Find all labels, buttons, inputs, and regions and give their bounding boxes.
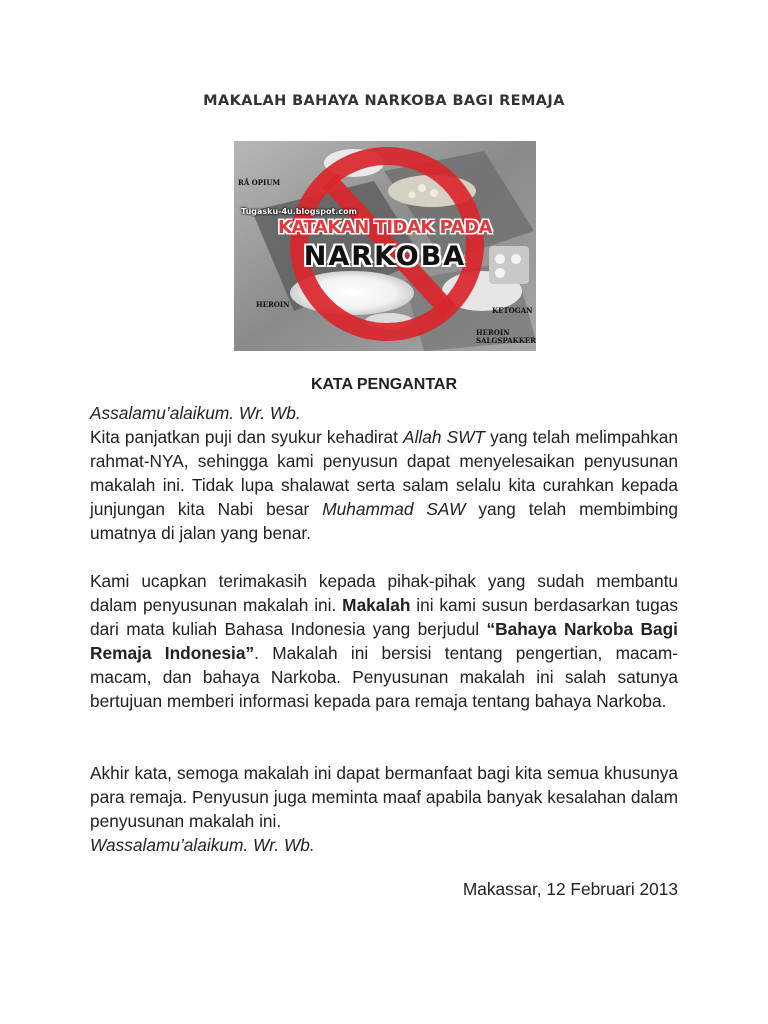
slogan-line2: NARKOBA [303, 241, 467, 272]
p1-allah: Allah SWT [403, 427, 485, 447]
label-heroin-salgspakker: HEROIN SALGSPAKKER [476, 328, 536, 345]
label-ra-opium: RÅ OPIUM [238, 178, 281, 187]
p1-muhammad: Muhammad SAW [322, 499, 466, 519]
p1-text-c: yang telah membimbing umatnya di jalan yang benar. [90, 499, 678, 543]
page-title: MAKALAH BAHAYA NARKOBA BAGI REMAJA [203, 93, 565, 109]
paragraph-2 [90, 569, 678, 713]
p2-text-a: Kami ucapkan terimakasih kepada pihak-pihak yang sudah membantu dalam penyusunan makalah ini. [90, 571, 678, 615]
place-date: Makassar, 12 Februari 2013 [462, 879, 678, 899]
p2-text-c: . Makalah ini bersisi tentang pengertian, macam-macam, dan bahaya Narkoba. Penyusunan makalah ini salah satunya bertujuan memberi informasi kepada para remaja tentang bahaya Narkoba. [90, 643, 678, 711]
paragraph-3: Akhir kata, semoga makalah ini dapat bermanfaat bagi kita semua khusunya para remaja. Penyusun juga meminta maaf apabila banyak kesalahan dalam penyusunan makalah ini. [90, 763, 678, 831]
anti-drug-banner-image [234, 141, 536, 351]
p2-makalah: Makalah [342, 595, 411, 615]
p1-text-b: yang telah melimpahkan rahmat-NYA, sehingga kami penyusun dapat menyelesaikan penyusunan makalah ini. Tidak lupa shalawat serta salam selalu kita curahkan kepada junjungan kita Nabi besar [90, 427, 678, 519]
label-ketogan: KETOGAN [492, 306, 533, 315]
p2-judul: “Bahaya Narkoba Bagi Remaja Indonesia” [90, 619, 678, 663]
section-heading: KATA PENGANTAR [310, 376, 458, 393]
p1-text-a: Kita panjatkan puji dan syukur kehadirat [90, 427, 404, 447]
image-source-watermark: Tugasku-4u.blogspot.com [241, 207, 357, 216]
slogan-line1: KATAKAN TIDAK PADA [278, 217, 492, 238]
label-heroin: HEROIN [256, 300, 290, 309]
p2-text-b: ini kami susun berdasarkan tugas dari mata kuliah Bahasa Indonesia yang berjudul [90, 595, 678, 639]
closing-greeting: Wassalamu’alaikum. Wr. Wb. [90, 835, 315, 855]
paragraph-1 [90, 425, 678, 545]
greeting: Assalamu’alaikum. Wr. Wb. [90, 403, 301, 423]
